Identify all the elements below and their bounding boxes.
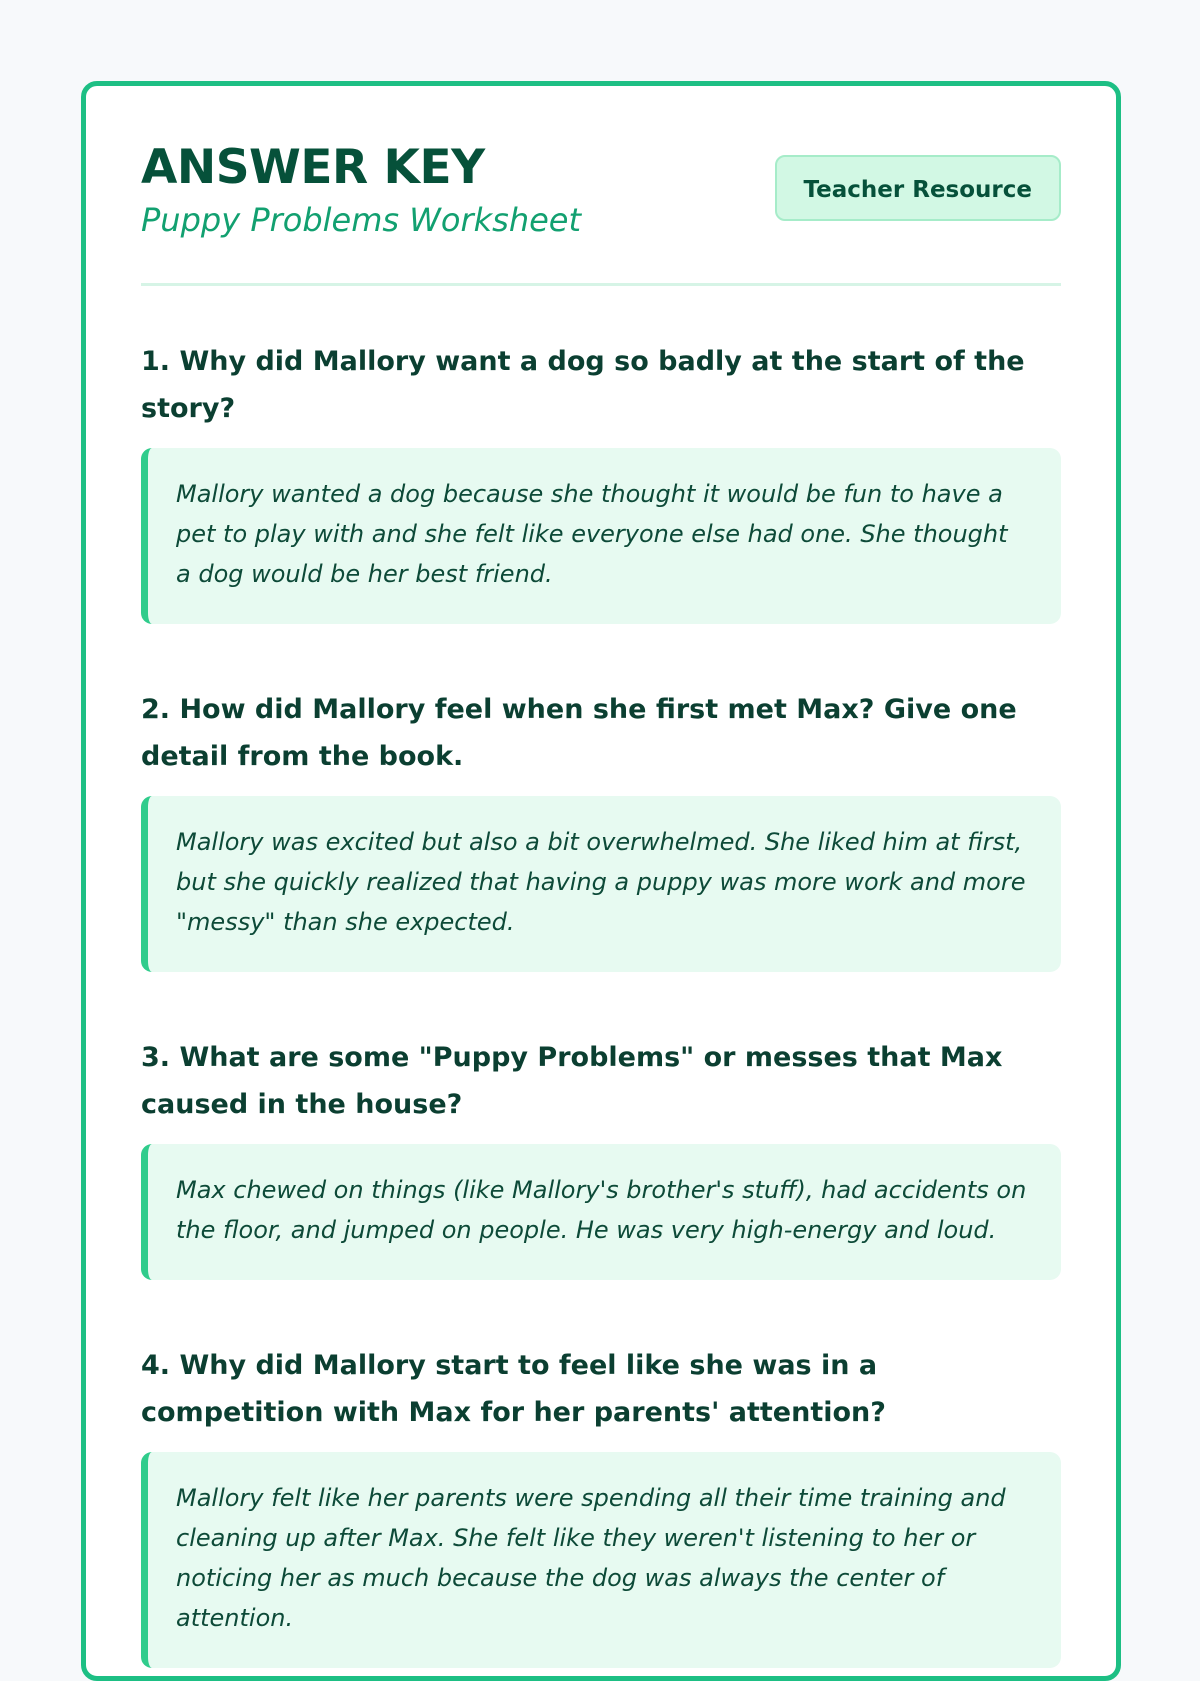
question-item-3: [141, 1034, 1061, 1280]
answer-box: Mallory was excited but also a bit overwhelmed. She liked him at first, but she quickly realized that having a puppy was more work and more "messy" than she expected.: [141, 796, 1061, 972]
answer-box: Mallory wanted a dog because she thought it would be fun to have a pet to play with and she felt like everyone else had one. She thought a dog would be her best friend.: [141, 448, 1061, 624]
header: [141, 138, 1061, 256]
header-divider: [141, 283, 1061, 286]
answer-box: Max chewed on things (like Mallory's brother's stuff), had accidents on the floor, and jumped on people. He was very high-energy and loud.: [141, 1144, 1061, 1280]
question-list: [141, 338, 1061, 1668]
question-item-2: [141, 686, 1061, 972]
worksheet-subtitle: Puppy Problems Worksheet: [141, 201, 582, 239]
question-item-4: [141, 1342, 1061, 1668]
answer-box: Mallory felt like her parents were spending all their time training and cleaning up after Max. She felt like they weren't listening to her or noticing her as much because the dog was always the center of attention.: [141, 1452, 1061, 1668]
question-text: 3. What are some "Puppy Problems" or messes that Max caused in the house?: [141, 1042, 1003, 1120]
page-title: ANSWER KEY: [141, 140, 485, 195]
answer-key-sheet: [81, 81, 1121, 1681]
question-text: 4. Why did Mallory start to feel like she was in a competition with Max for her parents' attention?: [141, 1350, 886, 1428]
question-text: 2. How did Mallory feel when she first met Max? Give one detail from the book.: [141, 694, 1017, 772]
teacher-resource-badge: Teacher Resource: [775, 155, 1061, 221]
question-item-1: [141, 338, 1061, 624]
question-text: 1. Why did Mallory want a dog so badly at the start of the story?: [141, 346, 1025, 424]
